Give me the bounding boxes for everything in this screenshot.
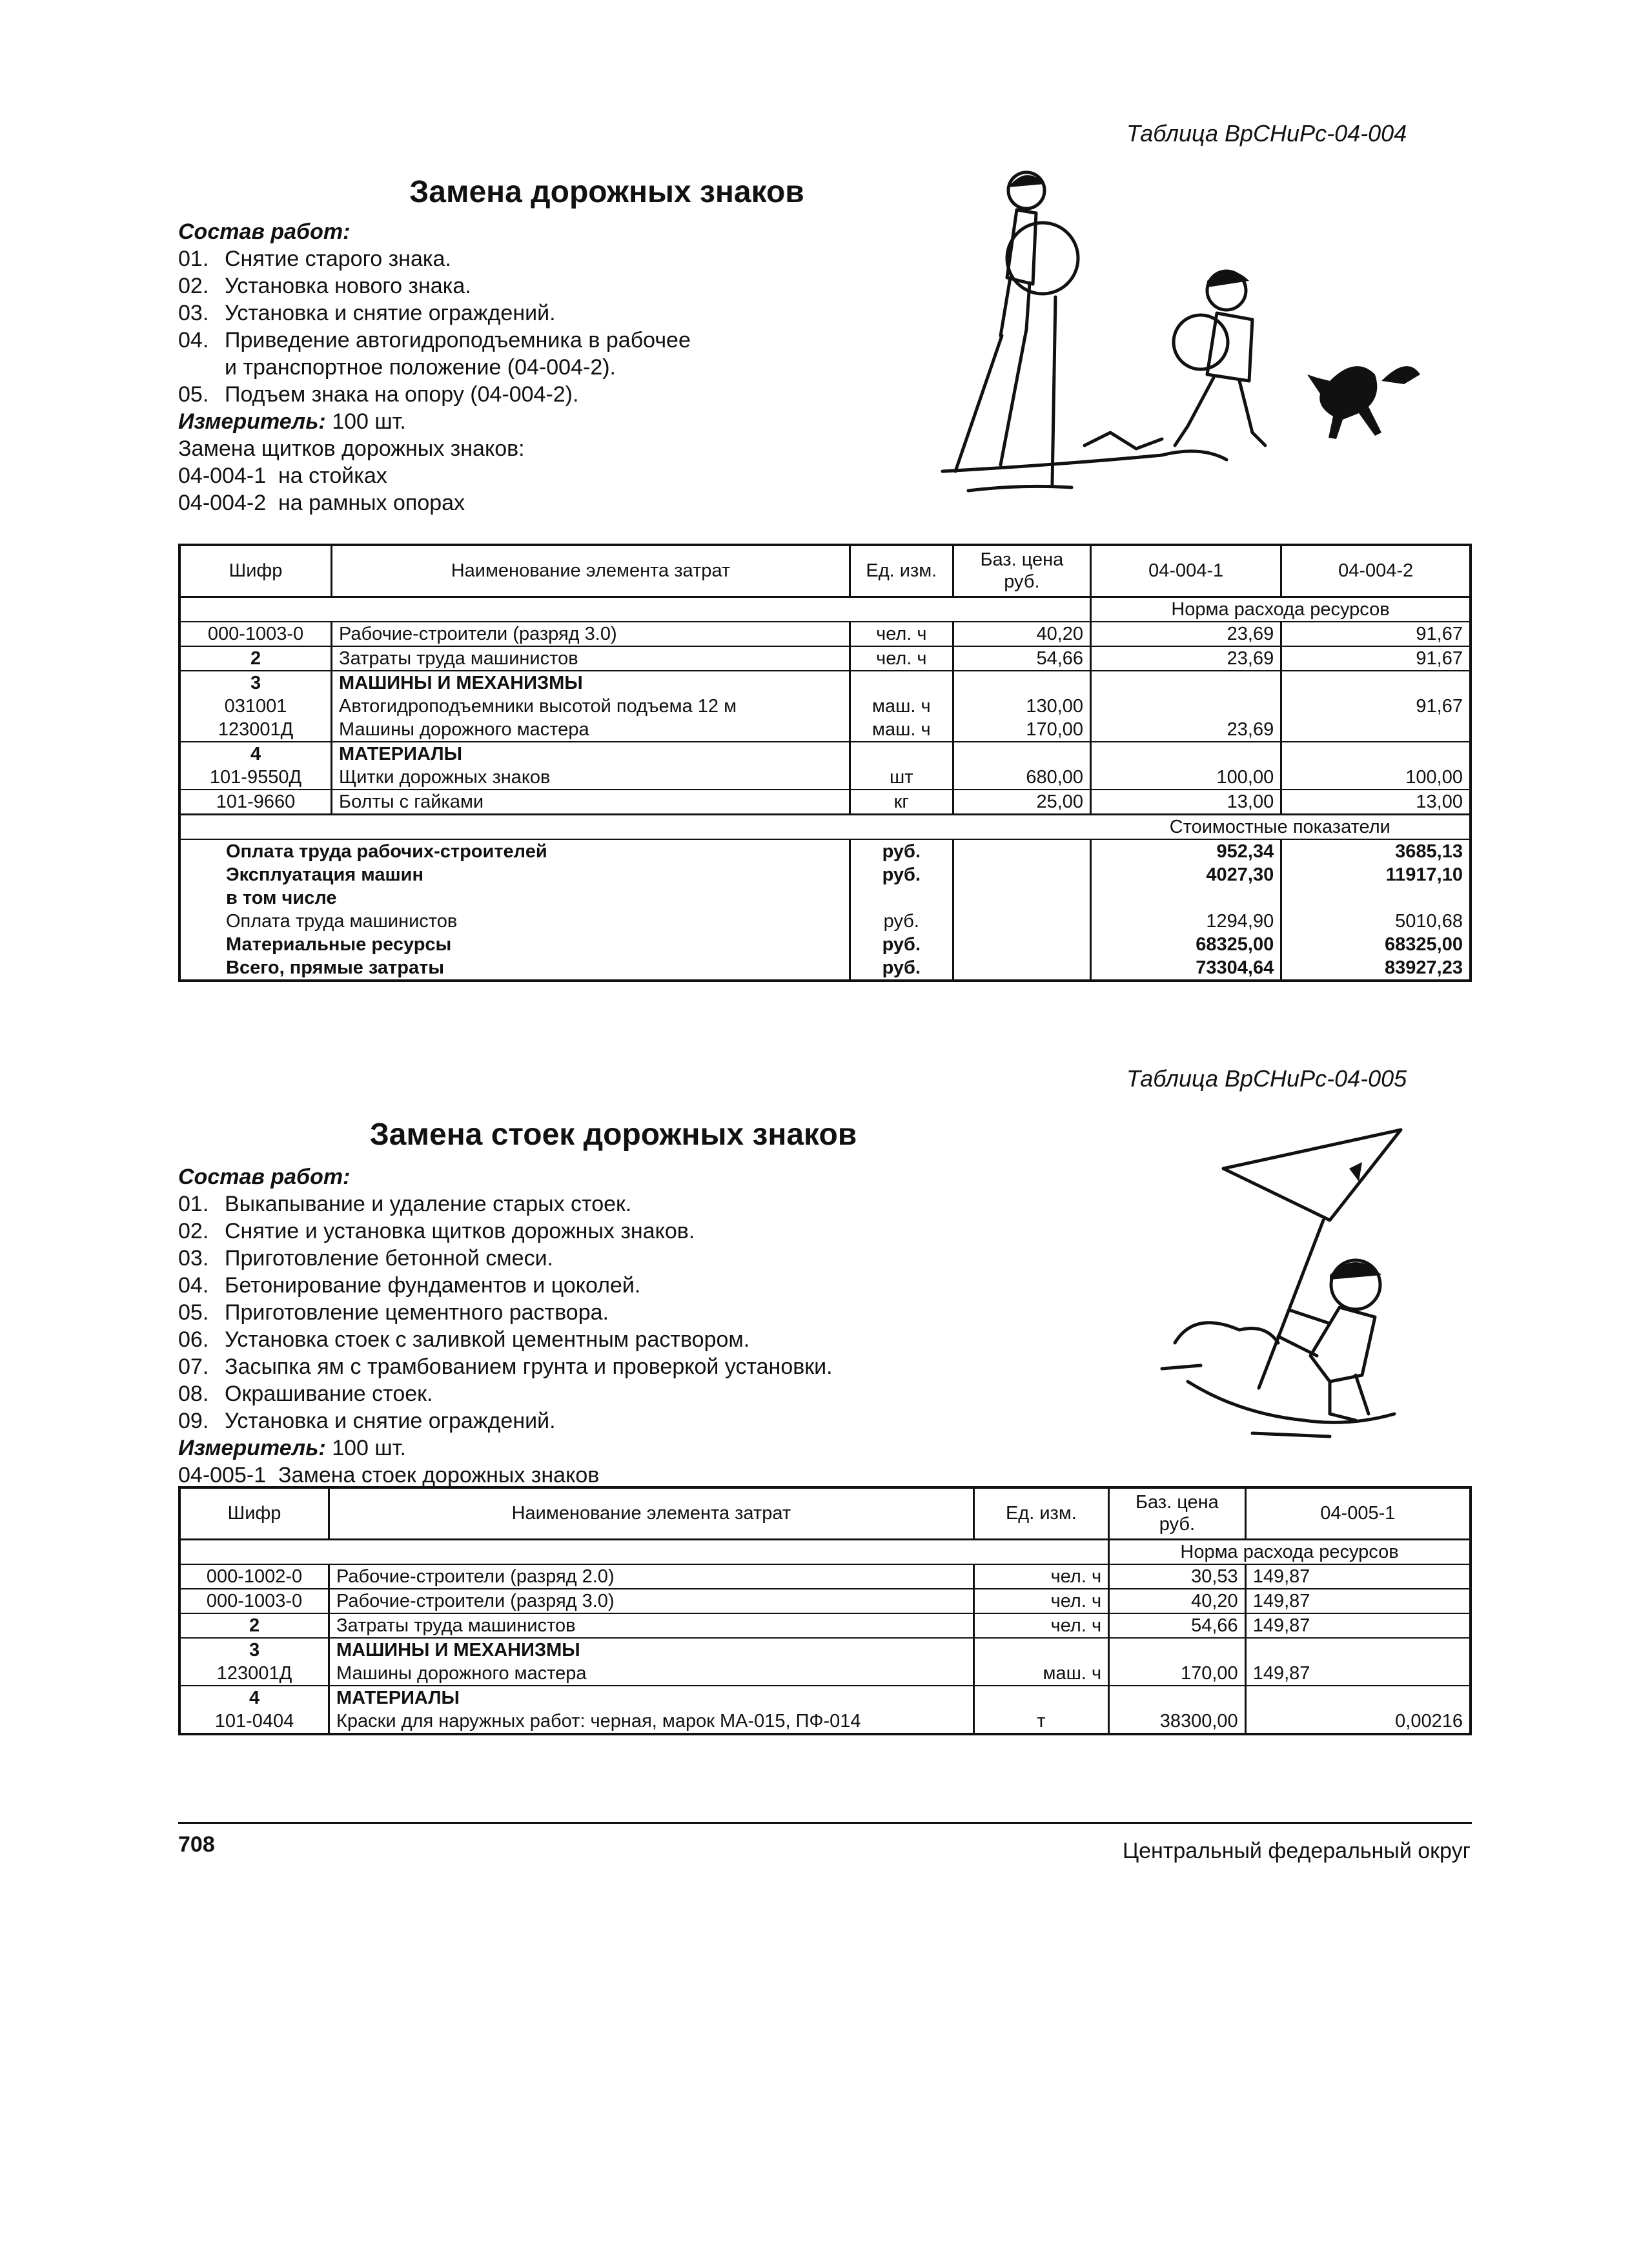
meter-label: Измеритель: bbox=[178, 409, 326, 434]
item-text: Приведение автогидроподъемника в рабочее bbox=[225, 328, 691, 352]
table-cell: руб. bbox=[850, 910, 953, 933]
code: 04-004-2 bbox=[178, 491, 267, 515]
table-cell: Материальные ресурсы bbox=[226, 934, 452, 955]
table-cell: 031001 bbox=[224, 695, 287, 717]
table-cell: 149,87 bbox=[1245, 1589, 1471, 1613]
list-item bbox=[178, 245, 953, 272]
table-cell: руб. bbox=[850, 933, 953, 956]
table-cell: МАШИНЫ И МЕХАНИЗМЫ bbox=[329, 1638, 974, 1662]
col-header-04-005-1: 04-005-1 bbox=[1245, 1487, 1471, 1539]
table-cell: 3 bbox=[250, 672, 261, 693]
item-text: Выкапывание и удаление старых стоек. bbox=[225, 1192, 632, 1216]
table-cell: чел. ч bbox=[973, 1589, 1108, 1613]
work-composition-label: Состав работ: bbox=[178, 220, 351, 244]
table-cell: 38300,00 bbox=[1109, 1710, 1246, 1734]
table-cell: 4027,30 bbox=[1091, 863, 1281, 886]
table-cell: 2 bbox=[179, 646, 332, 671]
table-cell: 170,00 bbox=[953, 718, 1090, 742]
table-reference: Таблица ВрСНиРс-04-004 bbox=[1126, 120, 1407, 147]
table-cell: 13,00 bbox=[1281, 790, 1471, 815]
item-number: 05. bbox=[178, 382, 209, 407]
table-cell: маш. ч bbox=[850, 695, 953, 718]
table-cell: 149,87 bbox=[1245, 1613, 1471, 1638]
table-row bbox=[179, 671, 1471, 695]
table-cell bbox=[850, 886, 953, 910]
table-row bbox=[179, 695, 1471, 718]
item-text: Засыпка ям с трамбованием грунта и проверкой установки. bbox=[225, 1354, 833, 1379]
table-cell: 91,67 bbox=[1281, 622, 1471, 646]
table-cell: 30,53 bbox=[1109, 1564, 1246, 1589]
table-row bbox=[179, 1564, 1471, 1589]
table-cell: 680,00 bbox=[953, 766, 1090, 790]
list-item bbox=[178, 1353, 1146, 1380]
col-header-04-004-2: 04-004-2 bbox=[1281, 545, 1471, 597]
table-row bbox=[179, 933, 1471, 956]
table-cell bbox=[953, 863, 1090, 886]
table-cell: 40,20 bbox=[1109, 1589, 1246, 1613]
item-text: Подъем знака на опору (04-004-2). bbox=[225, 382, 579, 407]
table-cell bbox=[850, 671, 953, 695]
code: 04-004-1 bbox=[178, 464, 267, 488]
code-text: Замена стоек дорожных знаков bbox=[278, 1463, 600, 1487]
table-cell: 25,00 bbox=[953, 790, 1090, 815]
code-line bbox=[178, 489, 953, 516]
table-cell: Болты с гайками bbox=[332, 790, 850, 815]
worker-sign-illustration bbox=[1136, 1110, 1433, 1446]
table-cell: 170,00 bbox=[1109, 1662, 1246, 1686]
table-cell bbox=[953, 910, 1090, 933]
code: 04-005-1 bbox=[178, 1463, 267, 1487]
table-cell: маш. ч bbox=[850, 718, 953, 742]
table-cell: 952,34 bbox=[1091, 839, 1281, 863]
table-caption-row bbox=[179, 1539, 1471, 1564]
table-cell: 123001Д bbox=[179, 1662, 329, 1686]
table-cell bbox=[1281, 742, 1471, 766]
table-cell bbox=[1245, 1638, 1471, 1662]
table-cell: 123001Д bbox=[179, 718, 332, 742]
meter-value: 100 шт. bbox=[332, 409, 406, 434]
table-cell bbox=[953, 933, 1090, 956]
item-number: 02. bbox=[178, 274, 209, 298]
table-cell: 3 bbox=[249, 1639, 260, 1660]
table-row bbox=[179, 1710, 1471, 1734]
table-row bbox=[179, 1686, 1471, 1710]
work-composition-label: Состав работ: bbox=[178, 1165, 351, 1189]
list-item bbox=[178, 327, 953, 354]
table-cell bbox=[953, 839, 1090, 863]
col-header-name: Наименование элемента затрат bbox=[329, 1487, 974, 1539]
table-cell bbox=[1109, 1638, 1246, 1662]
item-number: 04. bbox=[178, 328, 209, 352]
table-cell: Рабочие-строители (разряд 3.0) bbox=[332, 622, 850, 646]
table-cell: 54,66 bbox=[1109, 1613, 1246, 1638]
table-cell: Рабочие-строители (разряд 2.0) bbox=[329, 1564, 974, 1589]
table-cell: чел. ч bbox=[850, 646, 953, 671]
workers-illustration bbox=[930, 161, 1433, 510]
table-cell: 4 bbox=[250, 743, 261, 764]
table-cell: 000-1002-0 bbox=[179, 1564, 329, 1589]
table-cell: Эксплуатация машин bbox=[226, 864, 424, 885]
table-cell: Затраты труда машинистов bbox=[332, 646, 850, 671]
table-cell: 23,69 bbox=[1091, 622, 1281, 646]
table-cell: руб. bbox=[850, 863, 953, 886]
note: Замена щитков дорожных знаков: bbox=[178, 436, 525, 461]
table-cell: Щитки дорожных знаков bbox=[332, 766, 850, 790]
meter-label: Измеритель: bbox=[178, 1436, 326, 1460]
list-item bbox=[178, 1326, 1146, 1353]
code-line bbox=[178, 462, 953, 489]
table-cell: 4 bbox=[249, 1687, 260, 1708]
table-caption-row bbox=[179, 814, 1471, 839]
table-cell: 83927,23 bbox=[1281, 956, 1471, 981]
item-text: Приготовление бетонной смеси. bbox=[225, 1246, 554, 1271]
table-cell bbox=[850, 742, 953, 766]
table-row bbox=[179, 646, 1471, 671]
table-cell: Затраты труда машинистов bbox=[329, 1613, 974, 1638]
table-cell: Машины дорожного мастера bbox=[329, 1662, 974, 1686]
table-row bbox=[179, 1662, 1471, 1686]
table-cell: 0,00216 bbox=[1245, 1710, 1471, 1734]
table-cell: 91,67 bbox=[1281, 695, 1471, 718]
code-text: на рамных опорах bbox=[278, 491, 465, 515]
item-text: Установка стоек с заливкой цементным раствором. bbox=[225, 1327, 750, 1352]
table-row bbox=[179, 1589, 1471, 1613]
table-cell: 23,69 bbox=[1091, 646, 1281, 671]
table-cell: Автогидроподъемники высотой подъема 12 м bbox=[332, 695, 850, 718]
table-cell bbox=[953, 742, 1090, 766]
table-cell: шт bbox=[850, 766, 953, 790]
table-cell: Оплата труда машинистов bbox=[226, 910, 458, 932]
col-header-price: Баз. цена руб. bbox=[1109, 1487, 1246, 1539]
table-row bbox=[179, 718, 1471, 742]
item-number: 06. bbox=[178, 1327, 209, 1352]
table-cell: 73304,64 bbox=[1091, 956, 1281, 981]
table-row bbox=[179, 839, 1471, 863]
item-text: и транспортное положение (04-004-2). bbox=[225, 355, 616, 380]
col-header-04-004-1: 04-004-1 bbox=[1091, 545, 1281, 597]
table-cell bbox=[1281, 886, 1471, 910]
page-number: 708 bbox=[178, 1832, 215, 1857]
table-cell bbox=[973, 1638, 1108, 1662]
code-text: на стойках bbox=[278, 464, 387, 488]
item-number: 05. bbox=[178, 1300, 209, 1325]
footer-rule bbox=[178, 1822, 1472, 1824]
table-cell: 54,66 bbox=[953, 646, 1090, 671]
table-cell: 000-1003-0 bbox=[179, 1589, 329, 1613]
list-item bbox=[178, 1272, 1146, 1299]
table-cell: руб. bbox=[850, 956, 953, 981]
list-item bbox=[178, 1190, 1146, 1218]
code-line bbox=[178, 1462, 1146, 1489]
table-cell: Краски для наружных работ: черная, марок МА-015, ПФ-014 bbox=[329, 1710, 974, 1734]
table-cell bbox=[1091, 695, 1281, 718]
table-row bbox=[179, 1638, 1471, 1662]
list-item bbox=[178, 300, 953, 327]
list-item bbox=[178, 381, 953, 408]
list-item bbox=[178, 1299, 1146, 1326]
list-item bbox=[178, 1218, 1146, 1245]
table-cell: МАТЕРИАЛЫ bbox=[329, 1686, 974, 1710]
item-text: Бетонирование фундаментов и цоколей. bbox=[225, 1273, 641, 1298]
table-cell: 000-1003-0 bbox=[179, 622, 332, 646]
list-item bbox=[178, 1407, 1146, 1435]
table-cell bbox=[1091, 886, 1281, 910]
item-number: 02. bbox=[178, 1219, 209, 1243]
list-item bbox=[178, 354, 953, 381]
norm-caption: Норма расхода ресурсов bbox=[1091, 597, 1471, 622]
table-cell: Всего, прямые затраты bbox=[226, 957, 445, 978]
work-composition bbox=[178, 1163, 1146, 1489]
table-cell: 13,00 bbox=[1091, 790, 1281, 815]
table-cell: 100,00 bbox=[1281, 766, 1471, 790]
table-cell: 91,67 bbox=[1281, 646, 1471, 671]
col-header-unit: Ед. изм. bbox=[973, 1487, 1108, 1539]
table-cell bbox=[973, 1686, 1108, 1710]
table-caption-row bbox=[179, 597, 1471, 622]
table-cell: 40,20 bbox=[953, 622, 1090, 646]
table-cell bbox=[1245, 1686, 1471, 1710]
item-number: 09. bbox=[178, 1409, 209, 1433]
table-cell: 130,00 bbox=[953, 695, 1090, 718]
table-row bbox=[179, 910, 1471, 933]
table-row bbox=[179, 886, 1471, 910]
item-number: 07. bbox=[178, 1354, 209, 1379]
item-text: Окрашивание стоек. bbox=[225, 1382, 433, 1406]
table-row bbox=[179, 622, 1471, 646]
item-number bbox=[178, 354, 225, 381]
table-cell bbox=[179, 1539, 1109, 1564]
table-cell: Рабочие-строители (разряд 3.0) bbox=[329, 1589, 974, 1613]
table-row bbox=[179, 742, 1471, 766]
table-cell bbox=[179, 597, 1091, 622]
item-number: 01. bbox=[178, 1192, 209, 1216]
table-caption-row bbox=[179, 1487, 1471, 1539]
meter-line bbox=[178, 408, 953, 435]
norm-caption: Норма расхода ресурсов bbox=[1109, 1539, 1471, 1564]
col-header-unit: Ед. изм. bbox=[850, 545, 953, 597]
table-cell: 149,87 bbox=[1245, 1564, 1471, 1589]
col-header-shifr: Шифр bbox=[179, 1487, 329, 1539]
table-cell: чел. ч bbox=[973, 1613, 1108, 1638]
table-cell: маш. ч bbox=[973, 1662, 1108, 1686]
table-caption-row bbox=[179, 545, 1471, 597]
resources-table-1 bbox=[178, 544, 1472, 982]
table-cell bbox=[1281, 718, 1471, 742]
table-cell bbox=[179, 814, 1091, 839]
table-cell: чел. ч bbox=[850, 622, 953, 646]
table-cell bbox=[1091, 671, 1281, 695]
table-cell bbox=[953, 956, 1090, 981]
table-cell bbox=[953, 886, 1090, 910]
item-number: 08. bbox=[178, 1382, 209, 1406]
table-cell bbox=[1109, 1686, 1246, 1710]
list-item bbox=[178, 1380, 1146, 1407]
table-cell: 1294,90 bbox=[1091, 910, 1281, 933]
item-text: Снятие и установка щитков дорожных знаков. bbox=[225, 1219, 695, 1243]
cost-caption: Стоимостные показатели bbox=[1091, 814, 1471, 839]
table-row bbox=[179, 863, 1471, 886]
region-name: Центральный федеральный округ bbox=[1122, 1839, 1471, 1863]
meter-line bbox=[178, 1435, 1146, 1462]
col-header-shifr: Шифр bbox=[179, 545, 332, 597]
item-number: 03. bbox=[178, 1246, 209, 1271]
table-cell: 23,69 bbox=[1091, 718, 1281, 742]
table-cell bbox=[1091, 742, 1281, 766]
table-cell: 149,87 bbox=[1245, 1662, 1471, 1686]
table-row bbox=[179, 790, 1471, 815]
table-cell: в том числе bbox=[226, 887, 337, 908]
section-title: Замена стоек дорожных знаков bbox=[369, 1118, 857, 1152]
item-text: Приготовление цементного раствора. bbox=[225, 1300, 609, 1325]
table-cell: 11917,10 bbox=[1281, 863, 1471, 886]
table-cell: 101-9550Д bbox=[179, 766, 332, 790]
item-text: Установка нового знака. bbox=[225, 274, 471, 298]
table-cell: 3685,13 bbox=[1281, 839, 1471, 863]
table-cell: Оплата труда рабочих-строителей bbox=[226, 841, 547, 862]
table-cell: МАТЕРИАЛЫ bbox=[332, 742, 850, 766]
table-row bbox=[179, 1613, 1471, 1638]
item-text: Установка и снятие ограждений. bbox=[225, 1409, 556, 1433]
col-header-name: Наименование элемента затрат bbox=[332, 545, 850, 597]
table-reference: Таблица ВрСНиРс-04-005 bbox=[1126, 1065, 1407, 1092]
table-cell: 100,00 bbox=[1091, 766, 1281, 790]
table-cell: 101-9660 bbox=[179, 790, 332, 815]
table-cell bbox=[1281, 671, 1471, 695]
item-text: Установка и снятие ограждений. bbox=[225, 301, 556, 325]
table-cell: 2 bbox=[179, 1613, 329, 1638]
item-number: 03. bbox=[178, 301, 209, 325]
table-row bbox=[179, 956, 1471, 981]
resources-table-2 bbox=[178, 1486, 1472, 1735]
table-cell bbox=[953, 671, 1090, 695]
table-cell: 101-0404 bbox=[214, 1710, 294, 1732]
table-cell: кг bbox=[850, 790, 953, 815]
work-composition bbox=[178, 218, 953, 516]
table-cell: руб. bbox=[850, 839, 953, 863]
col-header-price: Баз. цена руб. bbox=[953, 545, 1090, 597]
meter-value: 100 шт. bbox=[332, 1436, 406, 1460]
table-row bbox=[179, 766, 1471, 790]
table-cell: 68325,00 bbox=[1281, 933, 1471, 956]
list-item bbox=[178, 272, 953, 300]
table-cell: 5010,68 bbox=[1281, 910, 1471, 933]
section-title: Замена дорожных знаков bbox=[409, 175, 804, 209]
table-cell: т bbox=[973, 1710, 1108, 1734]
table-cell: чел. ч bbox=[973, 1564, 1108, 1589]
item-number: 04. bbox=[178, 1273, 209, 1298]
item-text: Снятие старого знака. bbox=[225, 247, 451, 271]
table-cell: 68325,00 bbox=[1091, 933, 1281, 956]
table-cell: МАШИНЫ И МЕХАНИЗМЫ bbox=[332, 671, 850, 695]
list-item bbox=[178, 1245, 1146, 1272]
table-cell: Машины дорожного мастера bbox=[332, 718, 850, 742]
item-number: 01. bbox=[178, 247, 209, 271]
